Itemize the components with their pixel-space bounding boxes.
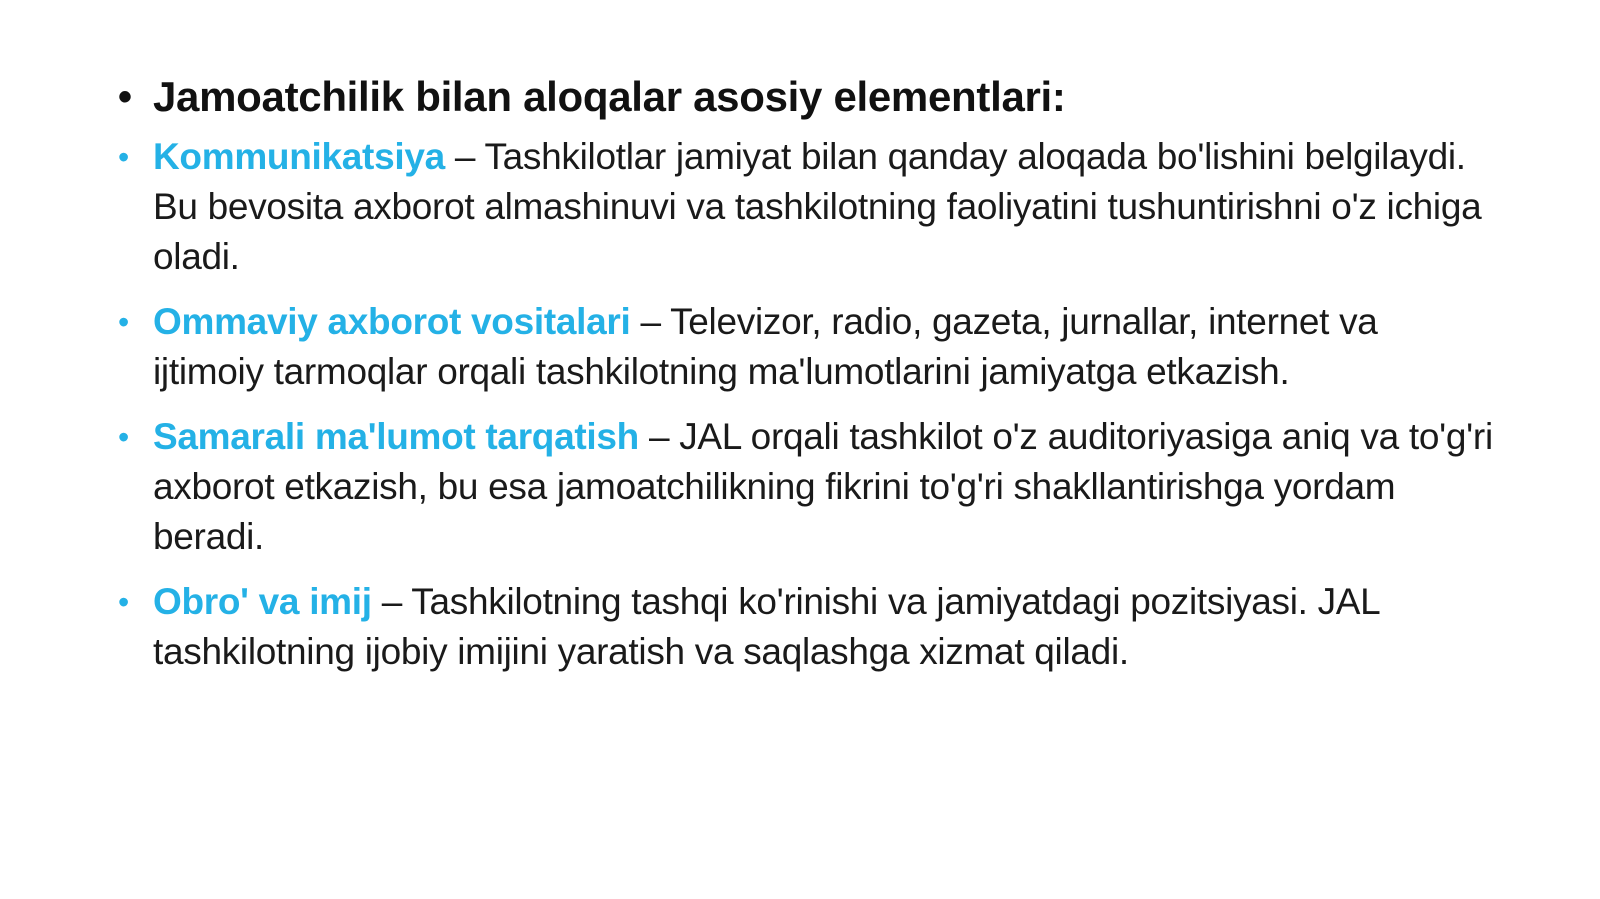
heading-text: Jamoatchilik bilan aloqalar asosiy elementlari: (153, 73, 1066, 120)
bullet-icon: • (118, 419, 129, 455)
list-item (118, 412, 1498, 562)
slide-heading (118, 68, 1498, 126)
bullet-icon: • (118, 75, 132, 119)
term-label: Kommunikatsiya (153, 136, 445, 177)
bullet-icon: • (118, 139, 129, 175)
term-description: – JAL orqali tashkilot o'z auditoriyasiga aniq va to'g'ri axborot etkazish, bu esa jamoatchilikning fikrini to'g'ri shakllantirishga yordam beradi. (153, 416, 1493, 557)
list-item (118, 577, 1498, 677)
term-label: Ommaviy axborot vositalari (153, 301, 631, 342)
term-description: – Televizor, radio, gazeta, jurnallar, internet va ijtimoiy tarmoqlar orqali tashkilotning ma'lumotlarini jamiyatga etkazish. (153, 301, 1378, 392)
term-label: Obro' va imij (153, 581, 372, 622)
list-item (118, 132, 1498, 282)
bullet-icon: • (118, 304, 129, 340)
term-label: Samarali ma'lumot tarqatish (153, 416, 639, 457)
slide-content (118, 68, 1498, 692)
term-description: – Tashkilotlar jamiyat bilan qanday aloqada bo'lishini belgilaydi. Bu bevosita axborot almashinuvi va tashkilotning faoliyatini tushuntirishni o'z ichiga oladi. (153, 136, 1482, 277)
term-description: – Tashkilotning tashqi ko'rinishi va jamiyatdagi pozitsiyasi. JAL tashkilotning ijobiy imijini yaratish va saqlashga xizmat qiladi. (153, 581, 1380, 672)
list-item (118, 297, 1498, 397)
bullet-icon: • (118, 584, 129, 620)
